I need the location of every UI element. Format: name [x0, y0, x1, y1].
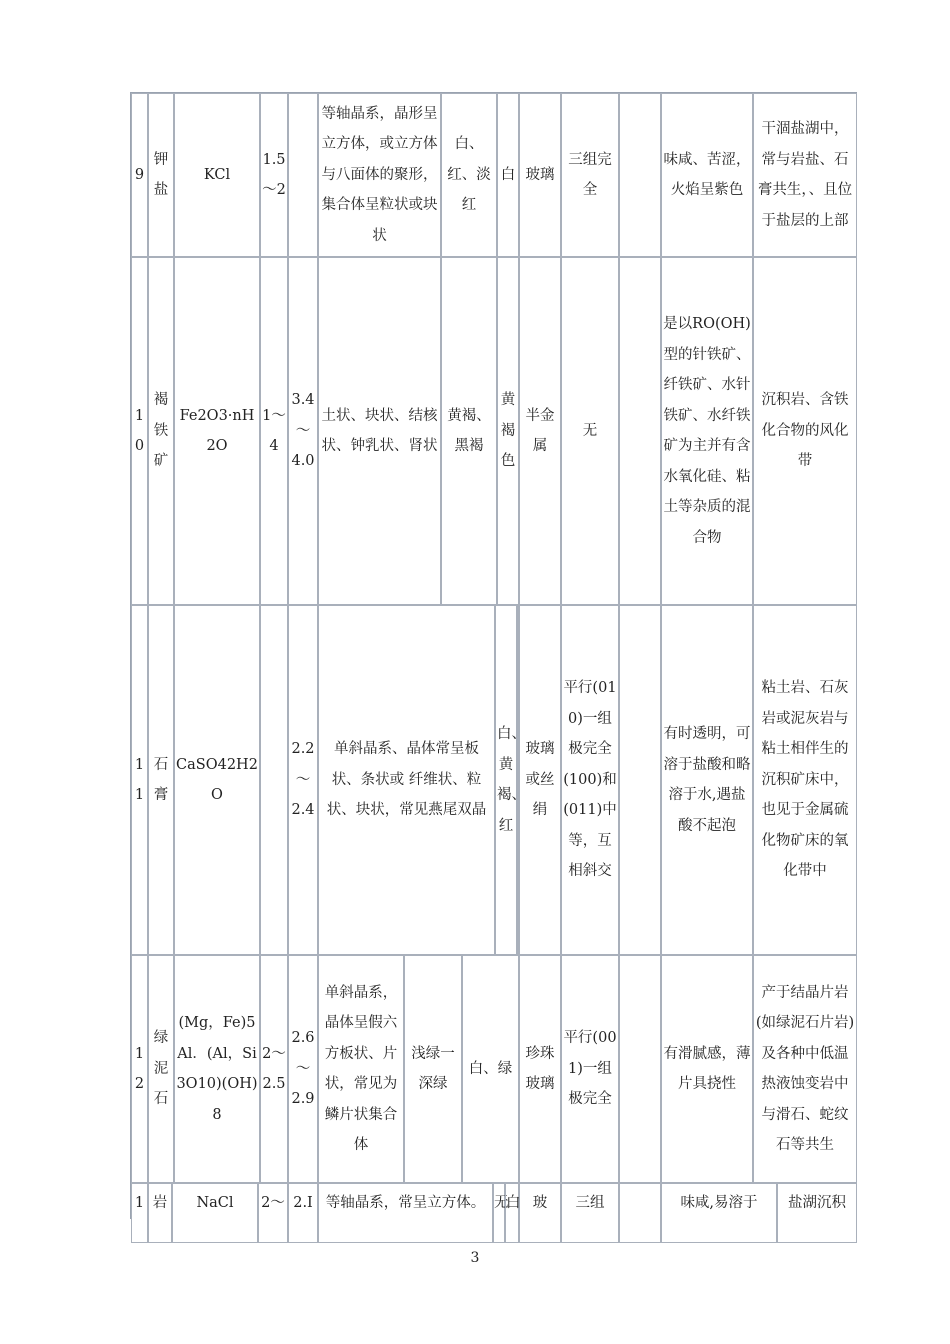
cell-fracture: [619, 1183, 661, 1243]
cell-hardness: 2～2.5: [260, 955, 288, 1183]
cell-occurrence: 产于结晶片岩(如绿泥石片岩)及各种中低温热液蚀变岩中与滑石、蛇纹石等共生: [753, 955, 857, 1183]
cell-no: 11: [131, 605, 148, 955]
cell-streak: 黄褐色: [497, 257, 519, 605]
cell-color: 白、黄褐、红: [495, 605, 517, 955]
cell-name: 岩: [148, 1183, 172, 1243]
cell-hardness: [260, 605, 288, 955]
cell-color: 黄褐、黑褐: [441, 257, 497, 605]
cell-name: 褐铁矿: [148, 257, 174, 605]
cell-cleavage: 三组完全: [561, 93, 619, 257]
cell-name: 钾盐: [148, 93, 174, 257]
cell-luster: 半金属: [519, 257, 561, 605]
cell-form: 等轴晶系，常呈立方体。: [318, 1183, 493, 1243]
cell-streak: 白、绿: [462, 955, 519, 1183]
cell-density: 2.6～2.9: [288, 955, 318, 1183]
cell-color: 白、红、淡红: [441, 93, 497, 257]
cell-streak: 白: [497, 93, 519, 257]
cell-name: 石膏: [148, 605, 174, 955]
cell-occurrence: 沉积岩、含铁化合物的风化带: [753, 257, 857, 605]
cell-formula: Fe2O3·nH2O: [174, 257, 260, 605]
cell-occurrence: 盐湖沉积: [777, 1183, 857, 1243]
cell-no: 12: [131, 955, 148, 1183]
cell-density: [288, 93, 318, 257]
mineral-table: [130, 92, 857, 1219]
cell-hardness: 2～: [258, 1183, 288, 1243]
cell-streak: 白: [505, 1183, 519, 1243]
cell-form: 等轴晶系，晶形呈立方体，或立方体与八面体的聚形，集合体呈粒状或块状: [318, 93, 441, 257]
cell-cleavage: 平行(010)一组极完全(100)和(011)中等，互相斜交: [561, 605, 619, 955]
cell-occurrence: 干涸盐湖中，常与岩盐、石膏共生，、且位于盐层的上部: [753, 93, 857, 257]
cell-name: 绿泥石: [148, 955, 174, 1183]
cell-features: 有时透明，可溶于盐酸和略溶于水,遇盐酸不起泡: [661, 605, 753, 955]
cell-color: 浅绿一深绿: [404, 955, 462, 1183]
cell-no: 1: [131, 1183, 148, 1243]
cell-form: 单斜晶系，晶体呈假六方板状、片状，常见为鳞片状集合体: [318, 955, 404, 1183]
cell-features: 是以RO(OH)型的针铁矿、纤铁矿、水针铁矿、水纤铁矿为主并有含水氧化硅、粘土等杂质的混合物: [661, 257, 753, 605]
cell-luster: 玻璃: [519, 93, 561, 257]
cell-features: 味咸,易溶于: [661, 1183, 777, 1243]
cell-fracture: [619, 257, 661, 605]
cell-formula: NaCl: [172, 1183, 258, 1243]
cell-luster: 玻璃或丝绢: [519, 605, 561, 955]
cell-formula: KCl: [174, 93, 260, 257]
cell-form: 土状、块状、结核状、钟乳状、肾状: [318, 257, 441, 605]
cell-no: 10: [131, 257, 148, 605]
cell-fracture: [619, 955, 661, 1183]
cell-cleavage: 三组: [561, 1183, 619, 1243]
cell-hardness: 1.5～2: [260, 93, 288, 257]
cell-color: 无: [493, 1183, 505, 1243]
cell-no: 9: [131, 93, 148, 257]
cell-fracture: [619, 605, 661, 955]
cell-luster: 玻: [519, 1183, 561, 1243]
cell-hardness: 1～4: [260, 257, 288, 605]
cell-features: 有滑腻感，薄片具挠性: [661, 955, 753, 1183]
cell-density: 3.4～4.0: [288, 257, 318, 605]
cell-luster: 珍珠玻璃: [519, 955, 561, 1183]
cell-formula: CaSO42H2O: [174, 605, 260, 955]
cell-form: 单斜晶系、晶体常呈板状、条状或 纤维状、粒状、块状，常见燕尾双晶: [318, 605, 495, 955]
cell-cleavage: 平行(001)一组极完全: [561, 955, 619, 1183]
cell-formula: (Mg，Fe)5 Al．(Al，Si3O10)(OH)8: [174, 955, 260, 1183]
cell-occurrence: 粘土岩、石灰岩或泥灰岩与粘土相伴生的沉积矿床中，也见于金属硫化物矿床的氧化带中: [753, 605, 857, 955]
cell-cleavage: 无: [561, 257, 619, 605]
cell-fracture: [619, 93, 661, 257]
cell-density: 2.2～2.4: [288, 605, 318, 955]
page-number: 3: [470, 1250, 480, 1266]
cell-features: 味咸、苦涩，火焰呈紫色: [661, 93, 753, 257]
cell-density: 2.I: [288, 1183, 318, 1243]
